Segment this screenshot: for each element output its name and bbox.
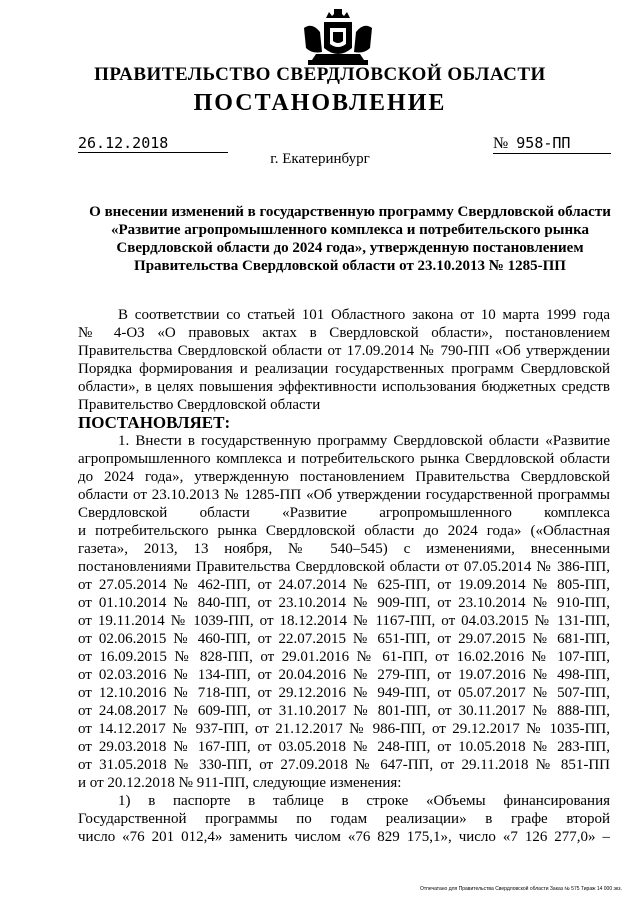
body-line: до 2024 года», утвержденную постановлением Правительства Свердловской (78, 469, 610, 485)
body-line: Правительства Свердловской области от 17.09.2014 № 790-ПП «Об утверждении (78, 343, 610, 359)
body-line: Свердловской области «Развитие агропромышленного комплекса (78, 505, 610, 521)
body-line: от 31.05.2018 № 330-ПП, от 27.09.2018 № 647-ПП, от 29.11.2018 № 851-ПП (78, 757, 610, 773)
body-line: Порядка формирования и реализации государственных программ Свердловской (78, 361, 610, 377)
body-line: газета», 2013, 13 ноября, № 540–545) с изменениями, внесенными (78, 541, 610, 557)
number-label: № (493, 135, 509, 152)
subject-line: Свердловской области до 2024 года», утвержденную постановлением (116, 240, 584, 256)
resolution-heading: ПОСТАНОВЛЯЕТ: (78, 414, 231, 432)
body-line: В соответствии со статьей 101 Областного закона от 10 марта 1999 года (118, 307, 610, 323)
government-name: ПРАВИТЕЛЬСТВО СВЕРДЛОВСКОЙ ОБЛАСТИ (94, 64, 546, 85)
body-line: постановлениями Правительства Свердловской области от 07.05.2014 № 386-ПП, (78, 559, 610, 575)
document-date: 26.12.2018 (78, 134, 228, 153)
document-subject (60, 203, 640, 275)
body-line: от 12.10.2016 № 718-ПП, от 29.12.2016 № 949-ПП, от 05.07.2017 № 507-ПП, (78, 685, 610, 701)
print-note: Отпечатано для Правительства Свердловской области Заказ № 575 Тираж 14 000 экз. (420, 886, 622, 892)
body-line: число «76 201 012,4» заменить числом «76 829 175,1», число «7 126 277,0» – (78, 829, 610, 845)
body-line: от 24.08.2017 № 609-ПП, от 31.10.2017 № 801-ПП, от 30.11.2017 № 888-ПП, (78, 703, 610, 719)
subject-line: «Развитие агропромышленного комплекса и потребительского рынка (110, 222, 590, 238)
number-value: 958-ПП (516, 134, 571, 152)
body-line: от 16.09.2015 № 828-ПП, от 29.01.2016 № 61-ПП, от 16.02.2016 № 107-ПП, (78, 649, 610, 665)
subject-line: Правительства Свердловской области от 23.10.2013 № 1285-ПП (134, 258, 566, 274)
body-line: от 02.03.2016 № 134-ПП, от 20.04.2016 № 279-ПП, от 19.07.2016 № 498-ПП, (78, 667, 610, 683)
body-line: от 27.05.2014 № 462-ПП, от 24.07.2014 № 625-ПП, от 19.09.2014 № 805-ПП, (78, 577, 610, 593)
body-line: 1. Внести в государственную программу Свердловской области «Развитие (118, 433, 610, 449)
city: г. Екатеринбург (270, 151, 370, 167)
coat-of-arms-icon (300, 8, 376, 70)
body-line: области от 23.10.2013 № 1285-ПП «Об утверждении государственной программы (78, 487, 610, 503)
body-line: от 19.11.2014 № 1039-ПП, от 18.12.2014 № 1167-ПП, от 04.03.2015 № 131-ПП, (78, 613, 610, 629)
document-type: ПОСТАНОВЛЕНИЕ (193, 90, 447, 116)
body-line: № 4-ОЗ «О правовых актах в Свердловской области», постановлением (78, 325, 610, 341)
body-line: от 02.06.2015 № 460-ПП, от 22.07.2015 № 651-ПП, от 29.07.2015 № 681-ПП, (78, 631, 610, 647)
body-line: и потребительского рынка Свердловской области до 2024 года» («Областная (78, 523, 610, 539)
subject-line: О внесении изменений в государственную программу Свердловской области (89, 204, 611, 220)
body-line: агропромышленного комплекса и потребительского рынка Свердловской области (78, 451, 610, 467)
body-line: области», в целях повышения эффективности использования бюджетных средств (78, 379, 610, 395)
body-line: от 14.12.2017 № 937-ПП, от 21.12.2017 № 986-ПП, от 29.12.2017 № 1035-ПП, (78, 721, 610, 737)
document-body (78, 306, 610, 846)
body-line: 1) в паспорте в таблице в строке «Объемы финансирования (118, 793, 610, 809)
body-line: Правительство Свердловской области (78, 397, 321, 413)
body-line: от 29.03.2018 № 167-ПП, от 03.05.2018 № 248-ПП, от 10.05.2018 № 283-ПП, (78, 739, 610, 755)
body-line: Государственной программы по годам реализации» в графе второй (78, 811, 610, 827)
body-line: от 01.10.2014 № 840-ПП, от 23.10.2014 № 909-ПП, от 23.10.2014 № 910-ПП, (78, 595, 610, 611)
body-line: и от 20.12.2018 № 911-ПП, следующие изменения: (78, 775, 402, 791)
